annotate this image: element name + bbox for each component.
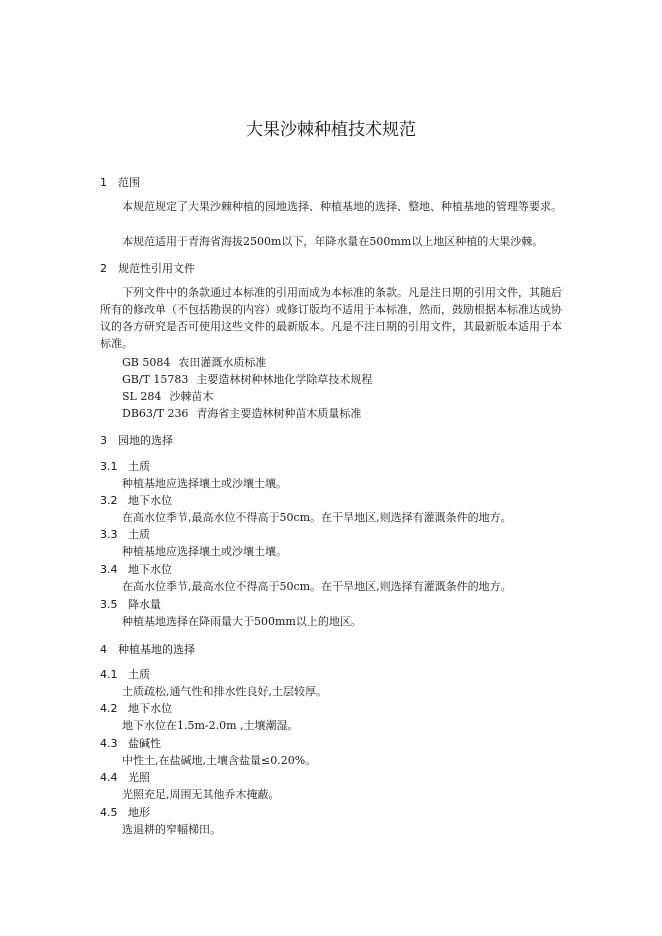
- document-title: 大果沙棘种植技术规范: [246, 120, 416, 140]
- reference-name: 农田灌溉水质标准: [178, 356, 267, 369]
- subsection-title: 盐碱性: [128, 737, 161, 750]
- section-1-heading: [100, 176, 140, 190]
- subsection-title: 土质: [128, 460, 150, 473]
- subsection-text: 选退耕的窄幅梯田。: [122, 823, 221, 836]
- section-1-title: 范围: [118, 176, 140, 189]
- reference-item: [122, 390, 213, 404]
- subsection-text: 在高水位季节,最高水位不得高于50cm。在干旱地区,则选择有灌溉条件的地方。: [122, 580, 512, 593]
- reference-name: 主要造林树种林地化学除草技术规程: [196, 373, 373, 386]
- section-2-paragraph-1: 下列文件中的条款通过本标准的引用而成为本标准的条款。凡是注日期的引用文件，其随后所有的修改单（不包括勘误的内容）或修订版均不适用于本标准，然而，鼓励根据本标准达成协议的各方研究是否可使用这些文件的最新版本。凡是不注日期的引用文件，其最新版本适用于本标准。: [100, 286, 562, 350]
- subsection-heading: [100, 806, 150, 820]
- subsection-number: 4.2: [100, 702, 118, 715]
- subsection-number: 4.3: [100, 737, 118, 750]
- subsection-heading: [100, 598, 161, 612]
- subsection-heading: [100, 737, 161, 751]
- section-3-number: 3: [100, 434, 107, 447]
- subsection-text: 中性土,在盐碱地,土壤含盐量≤0.20%。: [122, 754, 317, 767]
- subsection-title: 地下水位: [128, 563, 172, 576]
- reference-name: 沙棘苗木: [169, 390, 214, 403]
- subsection-number: 3.5: [100, 598, 118, 611]
- subsection-heading: [100, 771, 150, 785]
- subsection-text: 土质疏松,通气性和排水性良好,土层较厚。: [122, 685, 327, 698]
- reference-code: DB63/T 236: [122, 407, 189, 420]
- section-3-title: 园地的选择: [118, 434, 173, 447]
- section-1-number: 1: [100, 176, 107, 189]
- reference-name: 青海省主要造林树种苗木质量标准: [196, 407, 362, 420]
- subsection-number: 4.5: [100, 806, 118, 819]
- subsection-text: 在高水位季节,最高水位不得高于50cm。在干旱地区,则选择有灌溉条件的地方。: [122, 511, 512, 524]
- subsection-title: 地下水位: [128, 494, 172, 507]
- subsection-heading: [100, 702, 172, 716]
- subsection-heading: [100, 494, 172, 508]
- subsection-heading: [100, 460, 150, 474]
- subsection-text: 种植基地应选择壤土或沙壤土壤。: [122, 545, 287, 558]
- section-1-paragraph-2: 本规范适用于青海省海拔2500m以下，年降水量在500mm以上地区种植的大果沙棘。: [122, 235, 544, 248]
- subsection-title: 土质: [128, 668, 150, 681]
- subsection-title: 地下水位: [128, 702, 172, 715]
- subsection-text: 地下水位在1.5m-2.0m ,土壤潮湿。: [122, 719, 299, 732]
- section-4-title: 种植基地的选择: [118, 643, 195, 656]
- section-4-number: 4: [100, 643, 107, 656]
- subsection-title: 地形: [128, 806, 150, 819]
- subsection-heading: [100, 563, 172, 577]
- section-2-heading: [100, 262, 195, 276]
- subsection-number: 3.3: [100, 528, 118, 541]
- subsection-number: 3.1: [100, 460, 118, 473]
- reference-code: GB/T 15783: [122, 373, 189, 386]
- subsection-heading: [100, 668, 150, 682]
- subsection-number: 4.1: [100, 668, 118, 681]
- section-1-paragraph-1: 本规范规定了大果沙棘种植的园地选择、种植基地的选择、整地、种植基地的管理等要求。: [122, 200, 562, 213]
- section-4-heading: [100, 643, 195, 657]
- subsection-number: 4.4: [100, 771, 118, 784]
- subsection-heading: [100, 528, 150, 542]
- reference-item: [122, 407, 361, 421]
- section-2-number: 2: [100, 262, 107, 275]
- subsection-text: 光照充足,周围无其他乔木掩蔽。: [122, 788, 280, 801]
- reference-item: [122, 373, 372, 387]
- subsection-number: 3.4: [100, 563, 118, 576]
- reference-code: SL 284: [122, 390, 162, 403]
- reference-code: GB 5084: [122, 356, 171, 369]
- subsection-title: 光照: [128, 771, 150, 784]
- subsection-text: 种植基地应选择壤土或沙壤土壤。: [122, 477, 287, 490]
- subsection-text: 种植基地选择在降雨量大于500mm以上的地区。: [122, 615, 362, 628]
- section-2-title: 规范性引用文件: [118, 262, 195, 275]
- reference-item: [122, 356, 266, 370]
- subsection-title: 降水量: [128, 598, 161, 611]
- subsection-number: 3.2: [100, 494, 118, 507]
- subsection-title: 土质: [128, 528, 150, 541]
- section-3-heading: [100, 434, 173, 448]
